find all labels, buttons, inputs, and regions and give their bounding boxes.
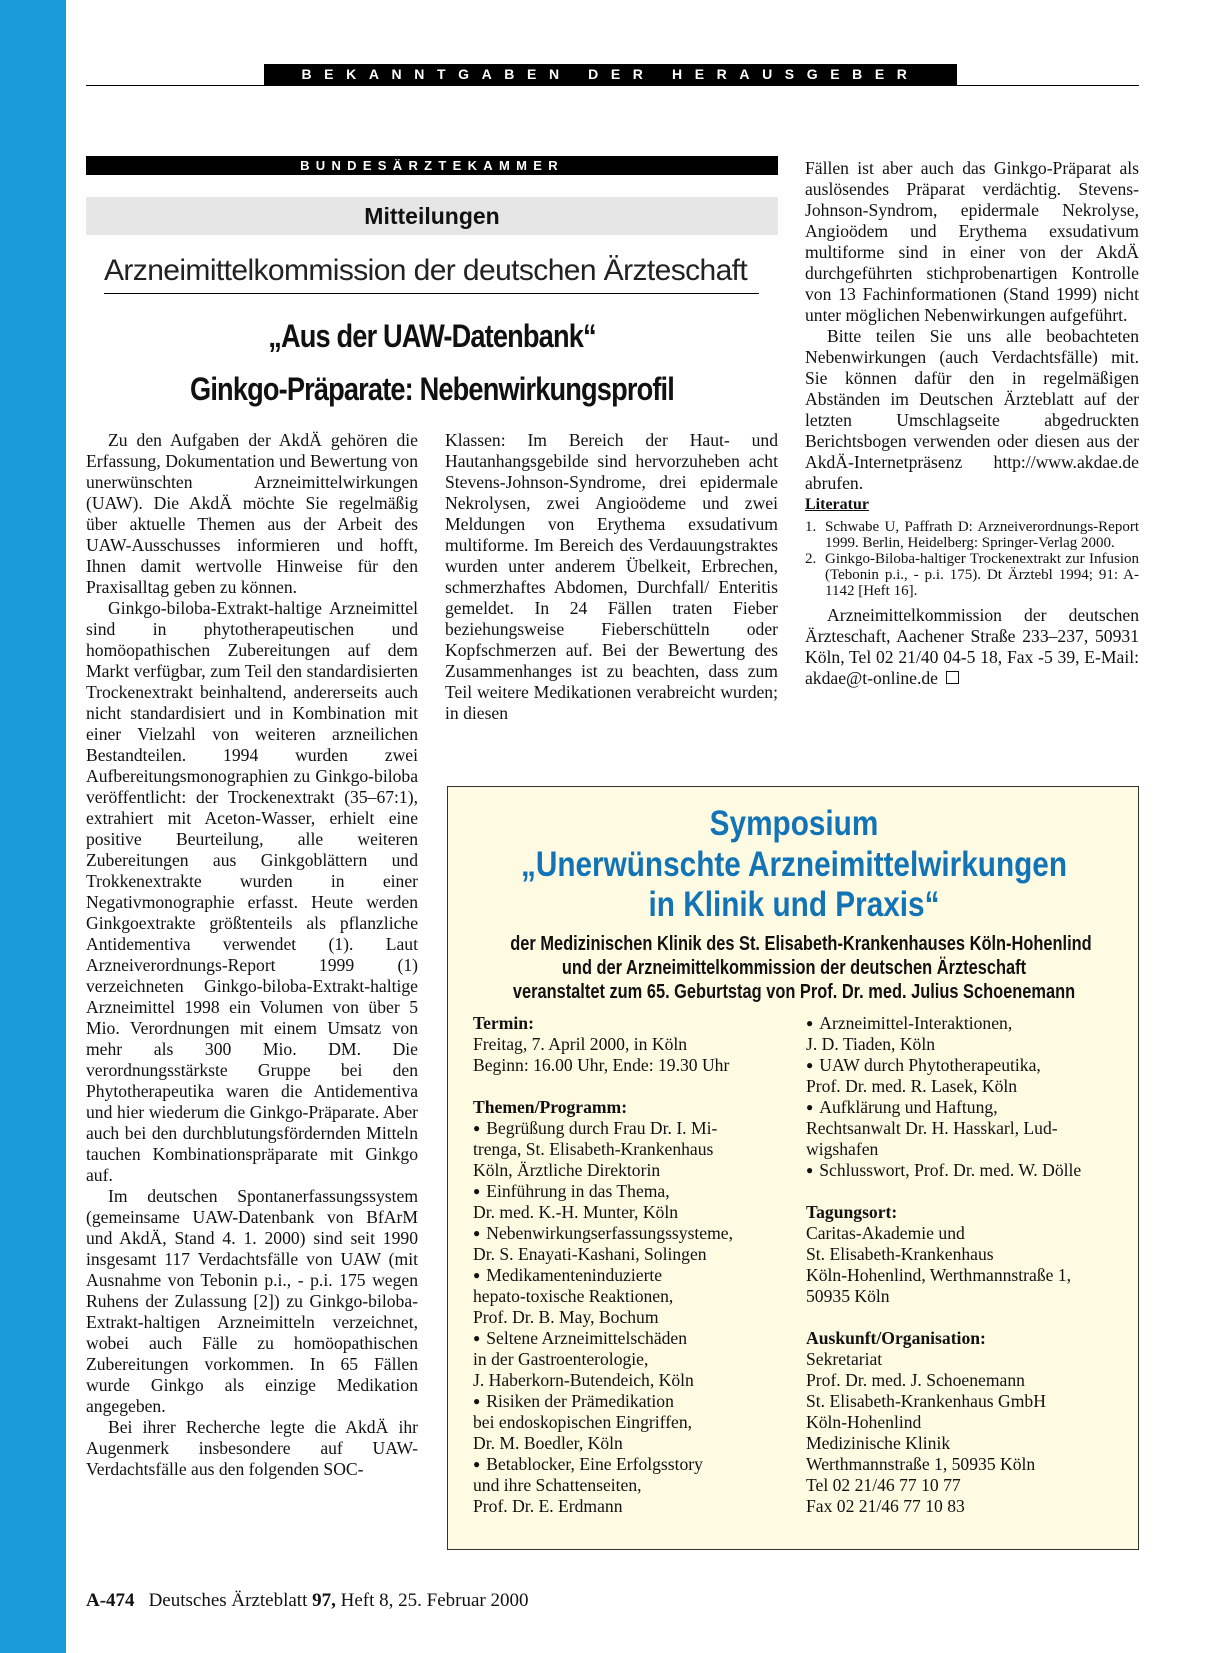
venue-line: Caritas-Akademie und: [806, 1223, 965, 1243]
program-item: ● UAW durch Phytotherapeutika, Prof. Dr. med. R. Lasek, Köln: [806, 1055, 1121, 1097]
program-item: ● Medikamenteninduzierte hepato-toxische Reaktionen, Prof. Dr. B. May, Bochum: [473, 1265, 773, 1328]
info-line: Köln-Hohenlind: [806, 1412, 922, 1432]
section-header: BEKANNTGABEN DER HERAUSGEBER: [264, 64, 957, 85]
article-column-3: [805, 158, 1139, 689]
program-item: ● Nebenwirkungserfassungssysteme, Dr. S. Enayati-Kashani, Solingen: [473, 1223, 773, 1265]
header-rule: [86, 85, 1139, 86]
commission-rule: [104, 293, 759, 294]
termin-label: Termin:: [473, 1013, 534, 1033]
info-line: Prof. Dr. med. J. Schoenemann: [806, 1370, 1025, 1390]
program-item: ● Risiken der Prämedikation bei endoskopischen Eingriffen, Dr. M. Boedler, Köln: [473, 1391, 773, 1454]
journal-name: Deutsches Ärzteblatt: [148, 1590, 308, 1611]
paragraph: Zu den Aufgaben der AkdÄ gehören die Erfassung, Dokumentation und Bewertung von unerwünschten Arzneimittelwirkungen (UAW). Die AkdÄ möchte Sie regelmäßig über aktuelle Themen aus der Arbeit des UAW-Ausschusses informieren und hofft, Ihnen damit wertvolle Hinweise für den Praxisalltag geben zu können.: [86, 430, 418, 597]
symposium-title-line2: „Unerwünschte Arzneimittelwirkungen: [520, 845, 1068, 884]
info-line: Fax 02 21/46 77 10 83: [806, 1496, 965, 1516]
info-line: Werthmannstraße 1, 50935 Köln: [806, 1454, 1036, 1474]
kicker: Mitteilungen: [86, 197, 778, 235]
termin-date: Freitag, 7. April 2000, in Köln: [473, 1034, 688, 1054]
program-item: ● Schlusswort, Prof. Dr. med. W. Dölle: [806, 1160, 1121, 1181]
page-number: A-474: [86, 1590, 135, 1611]
article-column-2: [445, 430, 778, 724]
symposium-title: Symposium: [709, 804, 879, 843]
paragraph: Ginkgo-biloba-Extrakt-haltige Arzneimittel sind in phytotherapeutischen und homöopathischen Zubereitungen auf dem Markt verfügbar, zum Teil den standardisierten Trockenextrakt beinhaltend, andererseits auch nicht standardisiert und in Kombination mit einer Vielzahl von weiteren arzneilichen Bestandteilen. 1994 wurden zwei Aufbereitungsmonographien zu Ginkgo-biloba veröffentlicht: der Trockenextrakt (35–67:1), extrahiert mit Aceton-Wasser, erhielt eine positive Beurteilung, alle weiteren Zubereitungen aus Ginkgoblättern und Trokkenextrakte wurden in einer Negativmonographie erfasst. Heute werden Ginkgoextrakte größtenteils als pflanzliche Antidementiva verwendet (1). Laut Arzneiverordnungs-Report 1999 (1) verzeichneten Ginkgo-biloba-Extrakt-haltige Arzneimittel 1998 ein Volumen von über 5 Mio. Verordnungen mit einem Umsatz von mehr als 300 Mio. DM. Die verordnungsstärkste Gruppe bei den Phytotherapeutika waren die Antidementiva und hier wiederum die Ginkgo-Präparate. Aber auch bei den durchblutungsfördernden Mitteln tauchen Kombinationspräparate mit Ginkgo auf.: [86, 598, 418, 1185]
article-column-1: [86, 430, 418, 1480]
symposium-left-column: [473, 1013, 773, 1517]
journal-volume: 97,: [312, 1590, 336, 1611]
program-item: ● Einführung in das Thema, Dr. med. K.-H. Munter, Köln: [473, 1181, 773, 1223]
venue-line: 50935 Köln: [806, 1286, 890, 1306]
commission-title: Arzneimittelkommission der deutschen Ärzteschaft: [104, 254, 748, 287]
venue-label: Tagungsort:: [806, 1202, 898, 1222]
venue-line: St. Elisabeth-Krankenhaus: [806, 1244, 994, 1264]
termin-time: Beginn: 16.00 Uhr, Ende: 19.30 Uhr: [473, 1055, 730, 1075]
symposium-right-column: [806, 1013, 1121, 1517]
program-label: Themen/Programm:: [473, 1097, 628, 1117]
info-line: St. Elisabeth-Krankenhaus GmbH: [806, 1391, 1046, 1411]
info-line: Sekretariat: [806, 1349, 883, 1369]
symposium-subtitle: und der Arzneimittelkommission der deutschen Ärzteschaft: [561, 957, 1027, 979]
journal-issue: Heft 8, 25. Februar 2000: [340, 1590, 529, 1611]
reference-item: 1. Schwabe U, Paffrath D: Arzneiverordnungs-Report 1999. Berlin, Heidelberg: Springer-Verlag 2000.: [805, 519, 1139, 551]
symposium-subtitle: veranstaltet zum 65. Geburtstag von Prof. Dr. med. Julius Schoenemann: [512, 981, 1076, 1003]
info-line: Medizinische Klinik: [806, 1433, 951, 1453]
program-item: ● Betablocker, Eine Erfolgsstory und ihre Schattenseiten, Prof. Dr. E. Erdmann: [473, 1454, 773, 1517]
paragraph: Bitte teilen Sie uns alle beobachteten Nebenwirkungen (auch Verdachtsfälle) mit. Sie können dafür den in regelmäßigen Abständen im Deutschen Ärzteblatt auf der letzten Umschlagseite abgedruckten Berichtsbogen verwenden oder diesen aus der AkdÄ-Internetpräsenz http://www.akdae.de abrufen.: [805, 326, 1139, 493]
contact-paragraph: Arzneimittelkommission der deutschen Ärzteschaft, Aachener Straße 233–237, 50931 Köln, Tel 02 21/40 04-5 18, Fax -5 39, E-Mail: akdae@t-online.de: [805, 605, 1139, 688]
end-of-article-icon: [946, 671, 959, 684]
info-line: Tel 02 21/46 77 10 77: [806, 1475, 961, 1495]
reference-list: [805, 519, 1139, 599]
literature-heading: Literatur: [805, 496, 869, 513]
program-item: ● Begrüßung durch Frau Dr. I. Mi- trenga, St. Elisabeth-Krankenhaus Köln, Ärztliche Direktorin: [473, 1118, 773, 1181]
reference-item: 2. Ginkgo-Biloba-haltiger Trockenextrakt zur Infusion (Tebonin p.i., - p.i. 175). Dt Ärztebl 1994; 91: A-1142 [Heft 16].: [805, 551, 1139, 599]
paragraph: Im deutschen Spontanerfassungssystem (gemeinsame UAW-Datenbank von BfArM und AkdÄ, Stand 4. 1. 2000) sind seit 1990 insgesamt 117 Verdachtsfälle von UAW (mit Ausnahme von Tebonin p.i., - p.i. 175 wegen Ruhens der Zulassung [2]) zu Ginkgo-biloba-Extrakt-haltigen Arzneimitteln verzeichnet, wobei auch Fälle zu homöopathischen Zubereitungen vorkommen. In 65 Fällen wurde Ginkgo als einzige Medikation angegeben.: [86, 1186, 418, 1416]
program-item: ● Seltene Arzneimittelschäden in der Gastroenterologie, J. Haberkorn-Butendeich, Köln: [473, 1328, 773, 1391]
paragraph: Fällen ist aber auch das Ginkgo-Präparat als auslösendes Präparat verdächtig. Stevens-Johnson-Syndrom, epidermale Nekrolyse, Angioödem und Erythema exsudativum multiforme sind in einer von der AkdÄ durchgeführten stichprobenartigen Kontrolle von 13 Fachinformationen (Stand 1999) nicht unter möglichen Nebenwirkungen aufgeführt.: [805, 158, 1139, 325]
organization-bar: BUNDESÄRZTEKAMMER: [86, 156, 778, 175]
article-title-line1: „Aus der UAW-Datenbank“: [268, 318, 596, 354]
program-item: ● Arzneimittel-Interaktionen, J. D. Tiaden, Köln: [806, 1013, 1121, 1055]
symposium-subtitle: der Medizinischen Klinik des St. Elisabeth-Krankenhauses Köln-Hohenlind: [510, 933, 1092, 955]
paragraph: Bei ihrer Recherche legte die AkdÄ ihr Augenmerk insbesondere auf UAW-Verdachtsfälle aus den folgenden SOC-: [86, 1417, 418, 1479]
page-footer: [86, 1590, 528, 1612]
venue-line: Köln-Hohenlind, Werthmannstraße 1,: [806, 1265, 1072, 1285]
symposium-box: [447, 786, 1139, 1550]
symposium-title-line3: in Klinik und Praxis“: [648, 885, 940, 924]
program-item: ● Aufklärung und Haftung, Rechtsanwalt Dr. H. Hasskarl, Lud- wigshafen: [806, 1097, 1121, 1160]
article-title-line2: Ginkgo-Präparate: Nebenwirkungsprofil: [190, 371, 674, 407]
info-label: Auskunft/Organisation:: [806, 1328, 986, 1348]
paragraph: Klassen: Im Bereich der Haut- und Hautanhangsgebilde sind hervorzuheben acht Stevens-Johnson-Syndrome, drei epidermale Nekrolysen, zwei Angioödeme und zwei Meldungen von Erythema exsudativum multiforme. Im Bereich des Verdauungstraktes wurden unter anderem Übelkeit, Erbrechen, schmerzhaftes Abdomen, Durchfall/ Enteritis gemeldet. In 24 Fällen traten Fieber beziehungsweise Fieberschütteln oder Kopfschmerzen auf. Bei der Bewertung des Zusammenhanges ist zu beachten, dass zum Teil weitere Medikationen verabreicht wurden; in diesen: [445, 430, 778, 723]
sidebar-color-strip: [0, 0, 66, 1653]
